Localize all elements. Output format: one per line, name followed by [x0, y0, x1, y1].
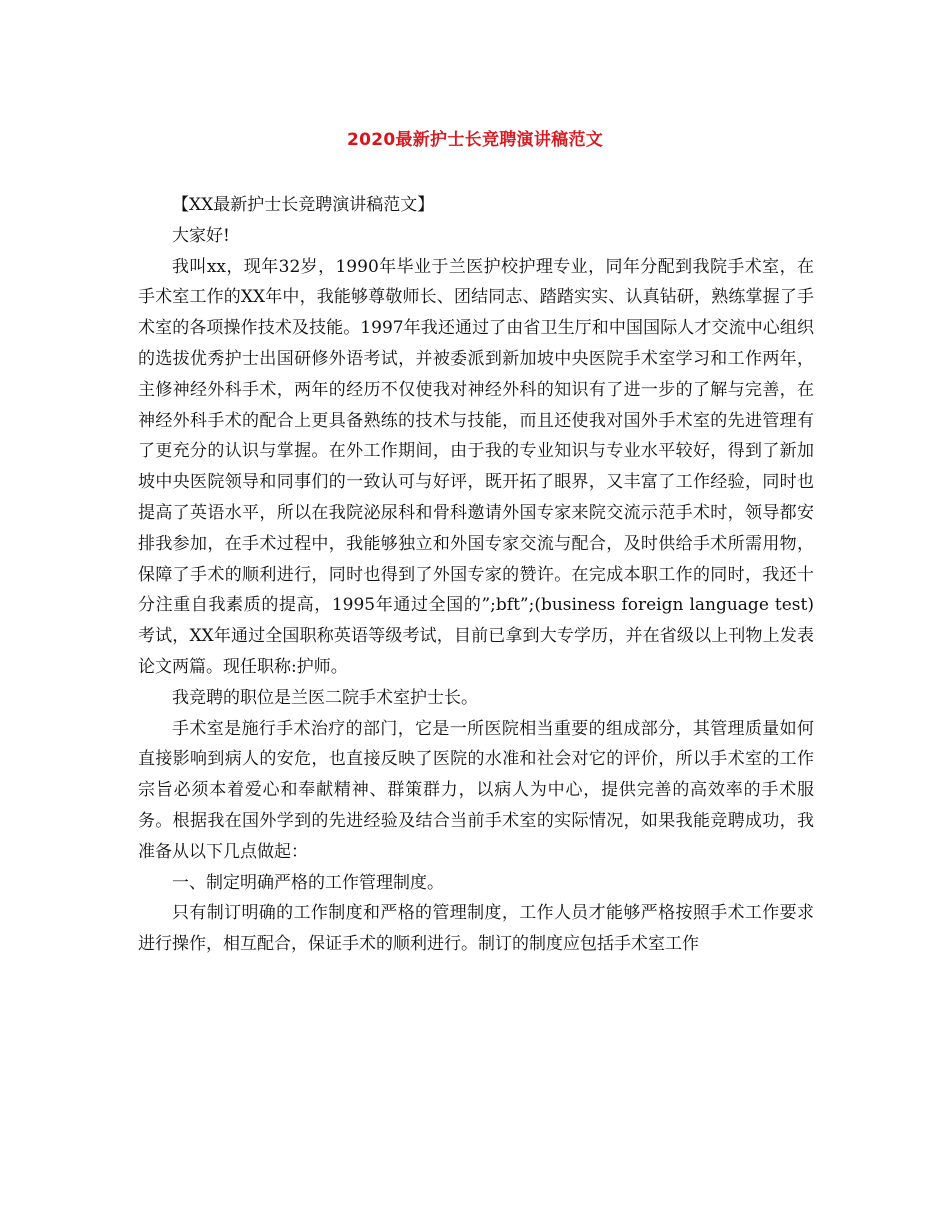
document-title: 2020最新护士长竞聘演讲稿范文 [346, 130, 604, 150]
greeting-paragraph: 大家好! [172, 225, 230, 246]
document-body [138, 190, 814, 960]
rules-paragraph: 只有制订明确的工作制度和严格的管理制度，工作人员才能够严格按照手术工作要求进行操作，相互配合，保证手术的顺利进行。制订的制度应包括手术室工作 [138, 903, 814, 955]
introduction-paragraph: 我叫xx，现年32岁，1990年毕业于兰医护校护理专业，同年分配到我院手术室，在手术室工作的XX年中，我能够尊敬师长、团结同志、踏踏实实、认真钻研，熟练掌握了手术室的各项操作技术及技能。1997年我还通过了由省卫生厅和中国国际人才交流中心组织的选拔优秀护士出国研修外语考试，并被委派到新加坡中央医院手术室学习和工作两年，主修神经外科手术，两年的经历不仅使我对神经外科的知识有了进一步的了解与完善，在神经外科手术的配合上更具备熟练的技术与技能，而且还使我对国外手术室的先进管理有了更充分的认识与掌握。在外工作期间，由于我的专业知识与专业水平较好，得到了新加坡中央医院领导和同事们的一致认可与好评，既开拓了眼界，又丰富了工作经验，同时也提高了英语水平，所以在我院泌尿科和骨科邀请外国专家来院交流示范手术时，领导都安排我参加，在手术过程中，我能够独立和外国专家交流与配合，及时供给手术所需用物，保障了手术的顺利进行，同时也得到了外国专家的赞许。在完成本职工作的同时，我还十分注重自我素质的提高，1995年通过全国的”;bft”;(business foreign language test)考试，XX年通过全国职称英语等级考试，目前已拿到大专学历，并在省级以上刊物上发表论文两篇。现任职称:护师。 [138, 256, 814, 677]
operating-room-paragraph: 手术室是施行手术治疗的部门，它是一所医院相当重要的组成部分，其管理质量如何直接影响到病人的安危，也直接反映了医院的水准和社会对它的评价，所以手术室的工作宗旨必须本着爱心和奉献精神、群策群力，以病人为中心，提供完善的高效率的手术服务。根据我在国外学到的先进经验及结合当前手术室的实际情况，如果我能竞聘成功，我准备从以下几点做起： [138, 718, 814, 862]
section-heading-1: 一、制定明确严格的工作管理制度。 [172, 872, 444, 893]
position-paragraph: 我竞聘的职位是兰医二院手术室护士长。 [172, 687, 478, 708]
heading-paragraph: 【XX最新护士长竞聘演讲稿范文】 [172, 195, 435, 215]
